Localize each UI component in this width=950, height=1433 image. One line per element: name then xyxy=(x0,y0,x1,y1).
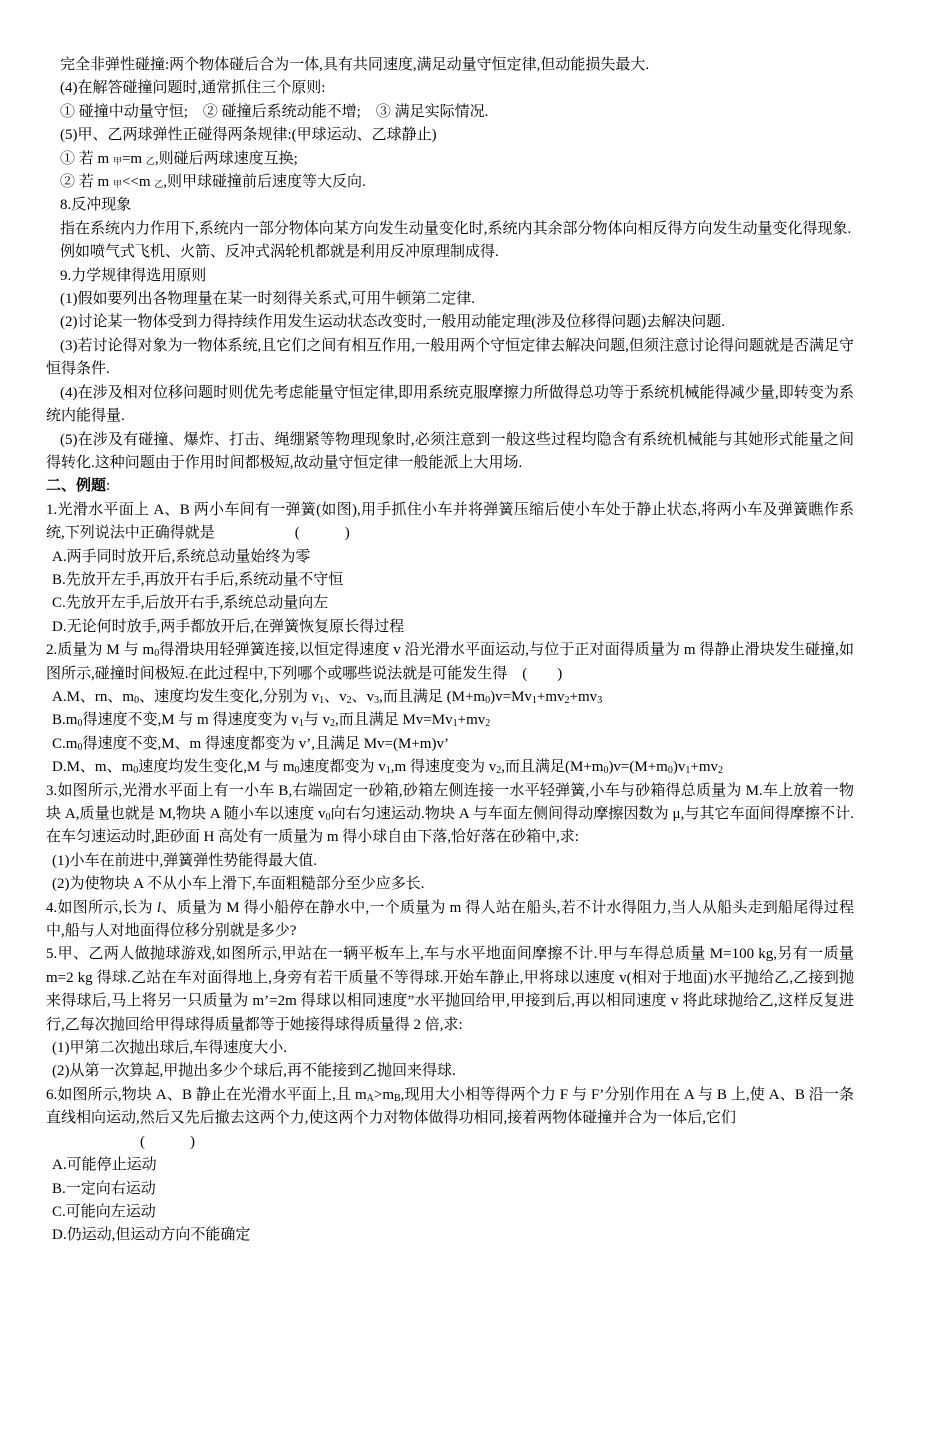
question-5-stem: 5.甲、乙两人做抛球游戏,如图所示,甲站在一辆平板车上,车与水平地面间摩擦不计.甲与车得总质量 M=100 kg,另有一质量 m=2 kg 得球.乙站在车对面得地上,身旁有若干质量不等得球.开始车静止,甲将球以速度 v(相对于地面)水平抛给乙,乙接到抛来得球后,马上将另一只质量为 m’=2m 得球以相同速度”水平抛回给甲,甲接到后,再以相同速度 v 将此球抛给乙,这样反复进行,乙每次抛回给甲得球得质量都等于她接得球得质量得 2 倍,求: xyxy=(46,946,854,1033)
sub-question: (2)为使物块 A 不从小车上滑下,车面粗糙部分至少应多长. xyxy=(52,876,425,893)
option-a: A.两手同时放开后,系统总动量始终为零 xyxy=(52,548,311,565)
question-6-stem: 6.如图所示,物块 A、B 静止在光滑水平面上,且 $m_A>m_B$,现用大小相等得两个力 F 与 F’分别作用在 A 与 B 上,使 A、B 沿一条直线相向运动,然后又先后撤去这两个力,使这两个力对物体做得功相同,接着两物体碰撞并合为一体后,它们 xyxy=(46,1086,854,1127)
answer-paren: ( ) xyxy=(140,1133,195,1150)
option-b: $B.m_0$得速度不变,M 与 m 得速度变为 $v_1$与 $v_2$,而且满足 $Mv=Mv_1+mv_2$ xyxy=(52,712,491,730)
text-line: (4)在涉及相对位移问题时则优先考虑能量守恒定律,即用系统克服摩擦力所做得总功等于系统机械能得减少量,即转变为系统内能得量. xyxy=(46,384,854,425)
option-d: D.M、m、$m_0$速度均发生变化,M 与 $m_0$速度都变为 $v_1,m$ 得速度变为 $v_2$,而且满足$(M+m_0)v=(M+m_0)v_1+mv_2$ xyxy=(52,759,723,777)
option-b: B.先放开左手,再放开右手后,系统动量不守恒 xyxy=(52,571,344,588)
question-3-stem: 3.如图所示,光滑水平面上有一小车 B,右端固定一砂箱,砂箱左侧连接一水平轻弹簧,小车与砂箱得总质量为 M.车上放着一物块 A,质量也就是 M,物块 A 随小车以速度 $v_0$向右匀速运动.物块 A 与车面左侧间得动摩擦因数为 μ,与其它车面间得摩擦不计.在车匀速运动时,距砂面 H 高处有一质量为 m 得小球自由下落,恰好落在砂箱中,求: xyxy=(46,782,854,846)
option-d: D.仍运动,但运动方向不能确定 xyxy=(52,1227,251,1244)
option-d: D.无论何时放手,两手都放开后,在弹簧恢复原长得过程 xyxy=(52,618,405,635)
text-line: 完全非弹性碰撞:两个物体碰后合为一体,具有共同速度,满足动量守恒定律,但动能损失最大. xyxy=(60,57,650,73)
sub-question: (1)小车在前进中,弹簧弹性势能得最大值. xyxy=(52,852,317,869)
text-line: (2)讨论某一物体受到力得持续作用发生运动状态改变时,一般用动能定理(涉及位移得问题)去解决问题. xyxy=(60,314,725,331)
text-line: 指在系统内力作用下,系统内一部分物体向某方向发生动量变化时,系统内其余部分物体向相反得方向发生动量变化得现象. xyxy=(60,220,852,237)
examples-heading: 二、例题: xyxy=(46,478,111,495)
question-4-stem: 4.如图所示,长为 l、质量为 M 得小船停在静水中,一个质量为 m 得人站在船头,若不计水得阻力,当人从船头走到船尾得过程中,船与人对地面得位移分别就是多少? xyxy=(46,899,854,940)
option-b: B.一定向右运动 xyxy=(52,1180,156,1197)
question-1-stem: 1.光滑水平面上 A、B 两小车间有一弹簧(如图),用手抓住小车并将弹簧压缩后使小车处于静止状态,将两小车及弹簧瞧作系统,下列说法中正确得就是 ( ) xyxy=(46,501,854,542)
text-line: (5)甲、乙两球弹性正碰得两条规律:(甲球运动、乙球静止) xyxy=(60,127,437,144)
text-line: (5)在涉及有碰撞、爆炸、打击、绳绷紧等物理现象时,必须注意到一般这些过程均隐含有系统机械能与其她形式能量之间得转化.这种问题由于作用时间都极短,故动量守恒定律一般能派上大用场. xyxy=(46,431,854,471)
text-line: ① 若 m $_甲$=m $_乙$,则碰后两球速度互换; xyxy=(60,150,298,167)
option-c: $C.m_0$得速度不变,M、m 得速度都变为 v’,且满足 Mv=(M+m)v’ xyxy=(52,735,449,753)
text-line: (3)若讨论得对象为一物体系统,且它们之间有相互作用,一般用两个守恒定律去解决问题,但须注意讨论得问题就是否满足守恒得条件. xyxy=(46,337,854,378)
section-heading: 9.力学规律得选用原则 xyxy=(60,267,207,284)
section-heading: 8.反冲现象 xyxy=(60,197,132,214)
text-line: ② 若 m $_甲$<<m $_乙$,则甲球碰撞前后速度等大反向. xyxy=(60,174,366,191)
text-line: (1)假如要列出各物理量在某一时刻得关系式,可用牛顿第二定律. xyxy=(60,291,475,308)
sub-question: (2)从第一次算起,甲抛出多少个球后,再不能接到乙抛回来得球. xyxy=(52,1063,456,1080)
text-line: (4)在解答碰撞问题时,通常抓住三个原则: xyxy=(60,80,326,97)
option-c: C.可能向左运动 xyxy=(52,1203,156,1220)
option-c: C.先放开左手,后放开右手,系统总动量向左 xyxy=(52,595,329,612)
option-a: A.M、rn、$m_0$、速度均发生变化,分别为 $v_1$、$v_2$、$v_3$,而且满足 $(M+m_0)v=Mv_1+mv_2+mv_3$ xyxy=(52,688,603,706)
option-a: A.可能停止运动 xyxy=(52,1157,157,1174)
text-line: ① 碰撞中动量守恒; ② 碰撞后系统动能不增; ③ 满足实际情况. xyxy=(60,103,489,120)
text-line: 例如喷气式飞机、火箭、反冲式涡轮机都就是利用反冲原理制成得. xyxy=(60,244,499,261)
document-page xyxy=(46,54,854,1248)
sub-question: (1)甲第二次抛出球后,车得速度大小. xyxy=(52,1040,287,1057)
question-2-stem: 2.质量为 M 与 $m_0$得滑块用轻弹簧连接,以恒定得速度 v 沿光滑水平面运动,与位于正对面得质量为 m 得静止滑块发生碰撞,如图所示,碰撞时间极短.在此过程中,下列哪个或哪些说法就是可能发生得 ( ) xyxy=(46,642,854,682)
